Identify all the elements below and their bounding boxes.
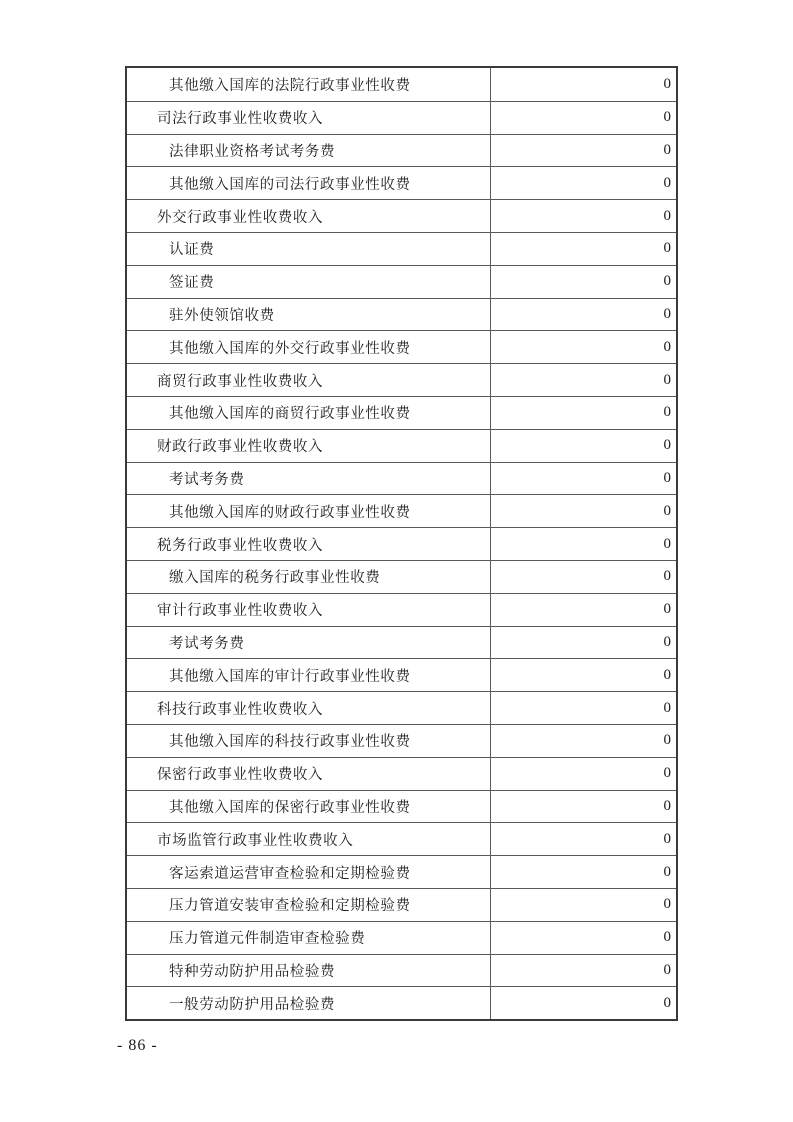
- row-label: 其他缴入国库的商贸行政事业性收费: [127, 397, 491, 429]
- row-value: 0: [663, 732, 671, 749]
- row-label: 压力管道安装审查检验和定期检验费: [127, 889, 491, 921]
- table-row: [127, 101, 676, 134]
- row-value: 0: [663, 699, 671, 716]
- row-label: 其他缴入国库的司法行政事业性收费: [127, 167, 491, 199]
- table-row: [127, 199, 676, 232]
- row-value: 0: [663, 568, 671, 585]
- table-row: [127, 429, 676, 462]
- table-row: [127, 265, 676, 298]
- table-row: [127, 298, 676, 331]
- row-value: 0: [663, 830, 671, 847]
- row-label: 保密行政事业性收费收入: [127, 758, 491, 790]
- row-value: 0: [663, 961, 671, 978]
- row-value: 0: [663, 371, 671, 388]
- table-row: [127, 691, 676, 724]
- row-label: 法律职业资格考试考务费: [127, 135, 491, 167]
- table-row: [127, 658, 676, 691]
- row-value: 0: [663, 502, 671, 519]
- table-row: [127, 134, 676, 167]
- row-label: 客运索道运营审查检验和定期检验费: [127, 856, 491, 888]
- table-row: [127, 68, 676, 101]
- row-label: 压力管道元件制造审查检验费: [127, 922, 491, 954]
- row-value: 0: [663, 174, 671, 191]
- row-value: 0: [663, 633, 671, 650]
- table-row: [127, 330, 676, 363]
- table-row: [127, 724, 676, 757]
- row-value: 0: [663, 863, 671, 880]
- row-value: 0: [663, 305, 671, 322]
- table-row: [127, 560, 676, 593]
- row-value: 0: [663, 896, 671, 913]
- table-row: [127, 232, 676, 265]
- row-label: 其他缴入国库的财政行政事业性收费: [127, 495, 491, 527]
- row-label: 市场监管行政事业性收费收入: [127, 823, 491, 855]
- row-value: 0: [663, 994, 671, 1011]
- row-value: 0: [663, 240, 671, 257]
- row-label: 缴入国库的税务行政事业性收费: [127, 561, 491, 593]
- row-value: 0: [663, 666, 671, 683]
- fee-table: [125, 66, 678, 1021]
- row-label: 审计行政事业性收费收入: [127, 594, 491, 626]
- row-label: 特种劳动防护用品检验费: [127, 955, 491, 987]
- table-row: [127, 888, 676, 921]
- row-label: 其他缴入国库的外交行政事业性收费: [127, 331, 491, 363]
- table-row: [127, 593, 676, 626]
- row-value: 0: [663, 437, 671, 454]
- row-value: 0: [663, 75, 671, 92]
- table-row: [127, 494, 676, 527]
- table-row: [127, 396, 676, 429]
- row-label: 驻外使领馆收费: [127, 299, 491, 331]
- table-row: [127, 626, 676, 659]
- row-label: 认证费: [127, 233, 491, 265]
- row-label: 司法行政事业性收费收入: [127, 102, 491, 134]
- row-value: 0: [663, 469, 671, 486]
- table-row: [127, 954, 676, 987]
- table-row: [127, 363, 676, 396]
- table-row: [127, 527, 676, 560]
- row-value: 0: [663, 929, 671, 946]
- row-value: 0: [663, 601, 671, 618]
- row-value: 0: [663, 404, 671, 421]
- table-row: [127, 822, 676, 855]
- row-label: 其他缴入国库的保密行政事业性收费: [127, 791, 491, 823]
- row-value: 0: [663, 797, 671, 814]
- row-label: 其他缴入国库的法院行政事业性收费: [127, 68, 491, 101]
- row-value: 0: [663, 109, 671, 126]
- row-value: 0: [663, 273, 671, 290]
- row-value: 0: [663, 141, 671, 158]
- row-value: 0: [663, 535, 671, 552]
- table-row: [127, 921, 676, 954]
- page-number: - 86 -: [117, 1037, 158, 1054]
- row-value: 0: [663, 765, 671, 782]
- row-label: 其他缴入国库的科技行政事业性收费: [127, 725, 491, 757]
- row-value: 0: [663, 207, 671, 224]
- row-label: 科技行政事业性收费收入: [127, 692, 491, 724]
- row-label: 考试考务费: [127, 627, 491, 659]
- row-label: 考试考务费: [127, 463, 491, 495]
- row-label: 财政行政事业性收费收入: [127, 430, 491, 462]
- table-row: [127, 855, 676, 888]
- table-row: [127, 462, 676, 495]
- row-label: 一般劳动防护用品检验费: [127, 987, 491, 1019]
- row-label: 税务行政事业性收费收入: [127, 528, 491, 560]
- row-label: 其他缴入国库的审计行政事业性收费: [127, 659, 491, 691]
- table-row: [127, 757, 676, 790]
- table-row: [127, 986, 676, 1019]
- table-row: [127, 166, 676, 199]
- row-label: 外交行政事业性收费收入: [127, 200, 491, 232]
- row-label: 签证费: [127, 266, 491, 298]
- table-row: [127, 790, 676, 823]
- row-value: 0: [663, 338, 671, 355]
- row-label: 商贸行政事业性收费收入: [127, 364, 491, 396]
